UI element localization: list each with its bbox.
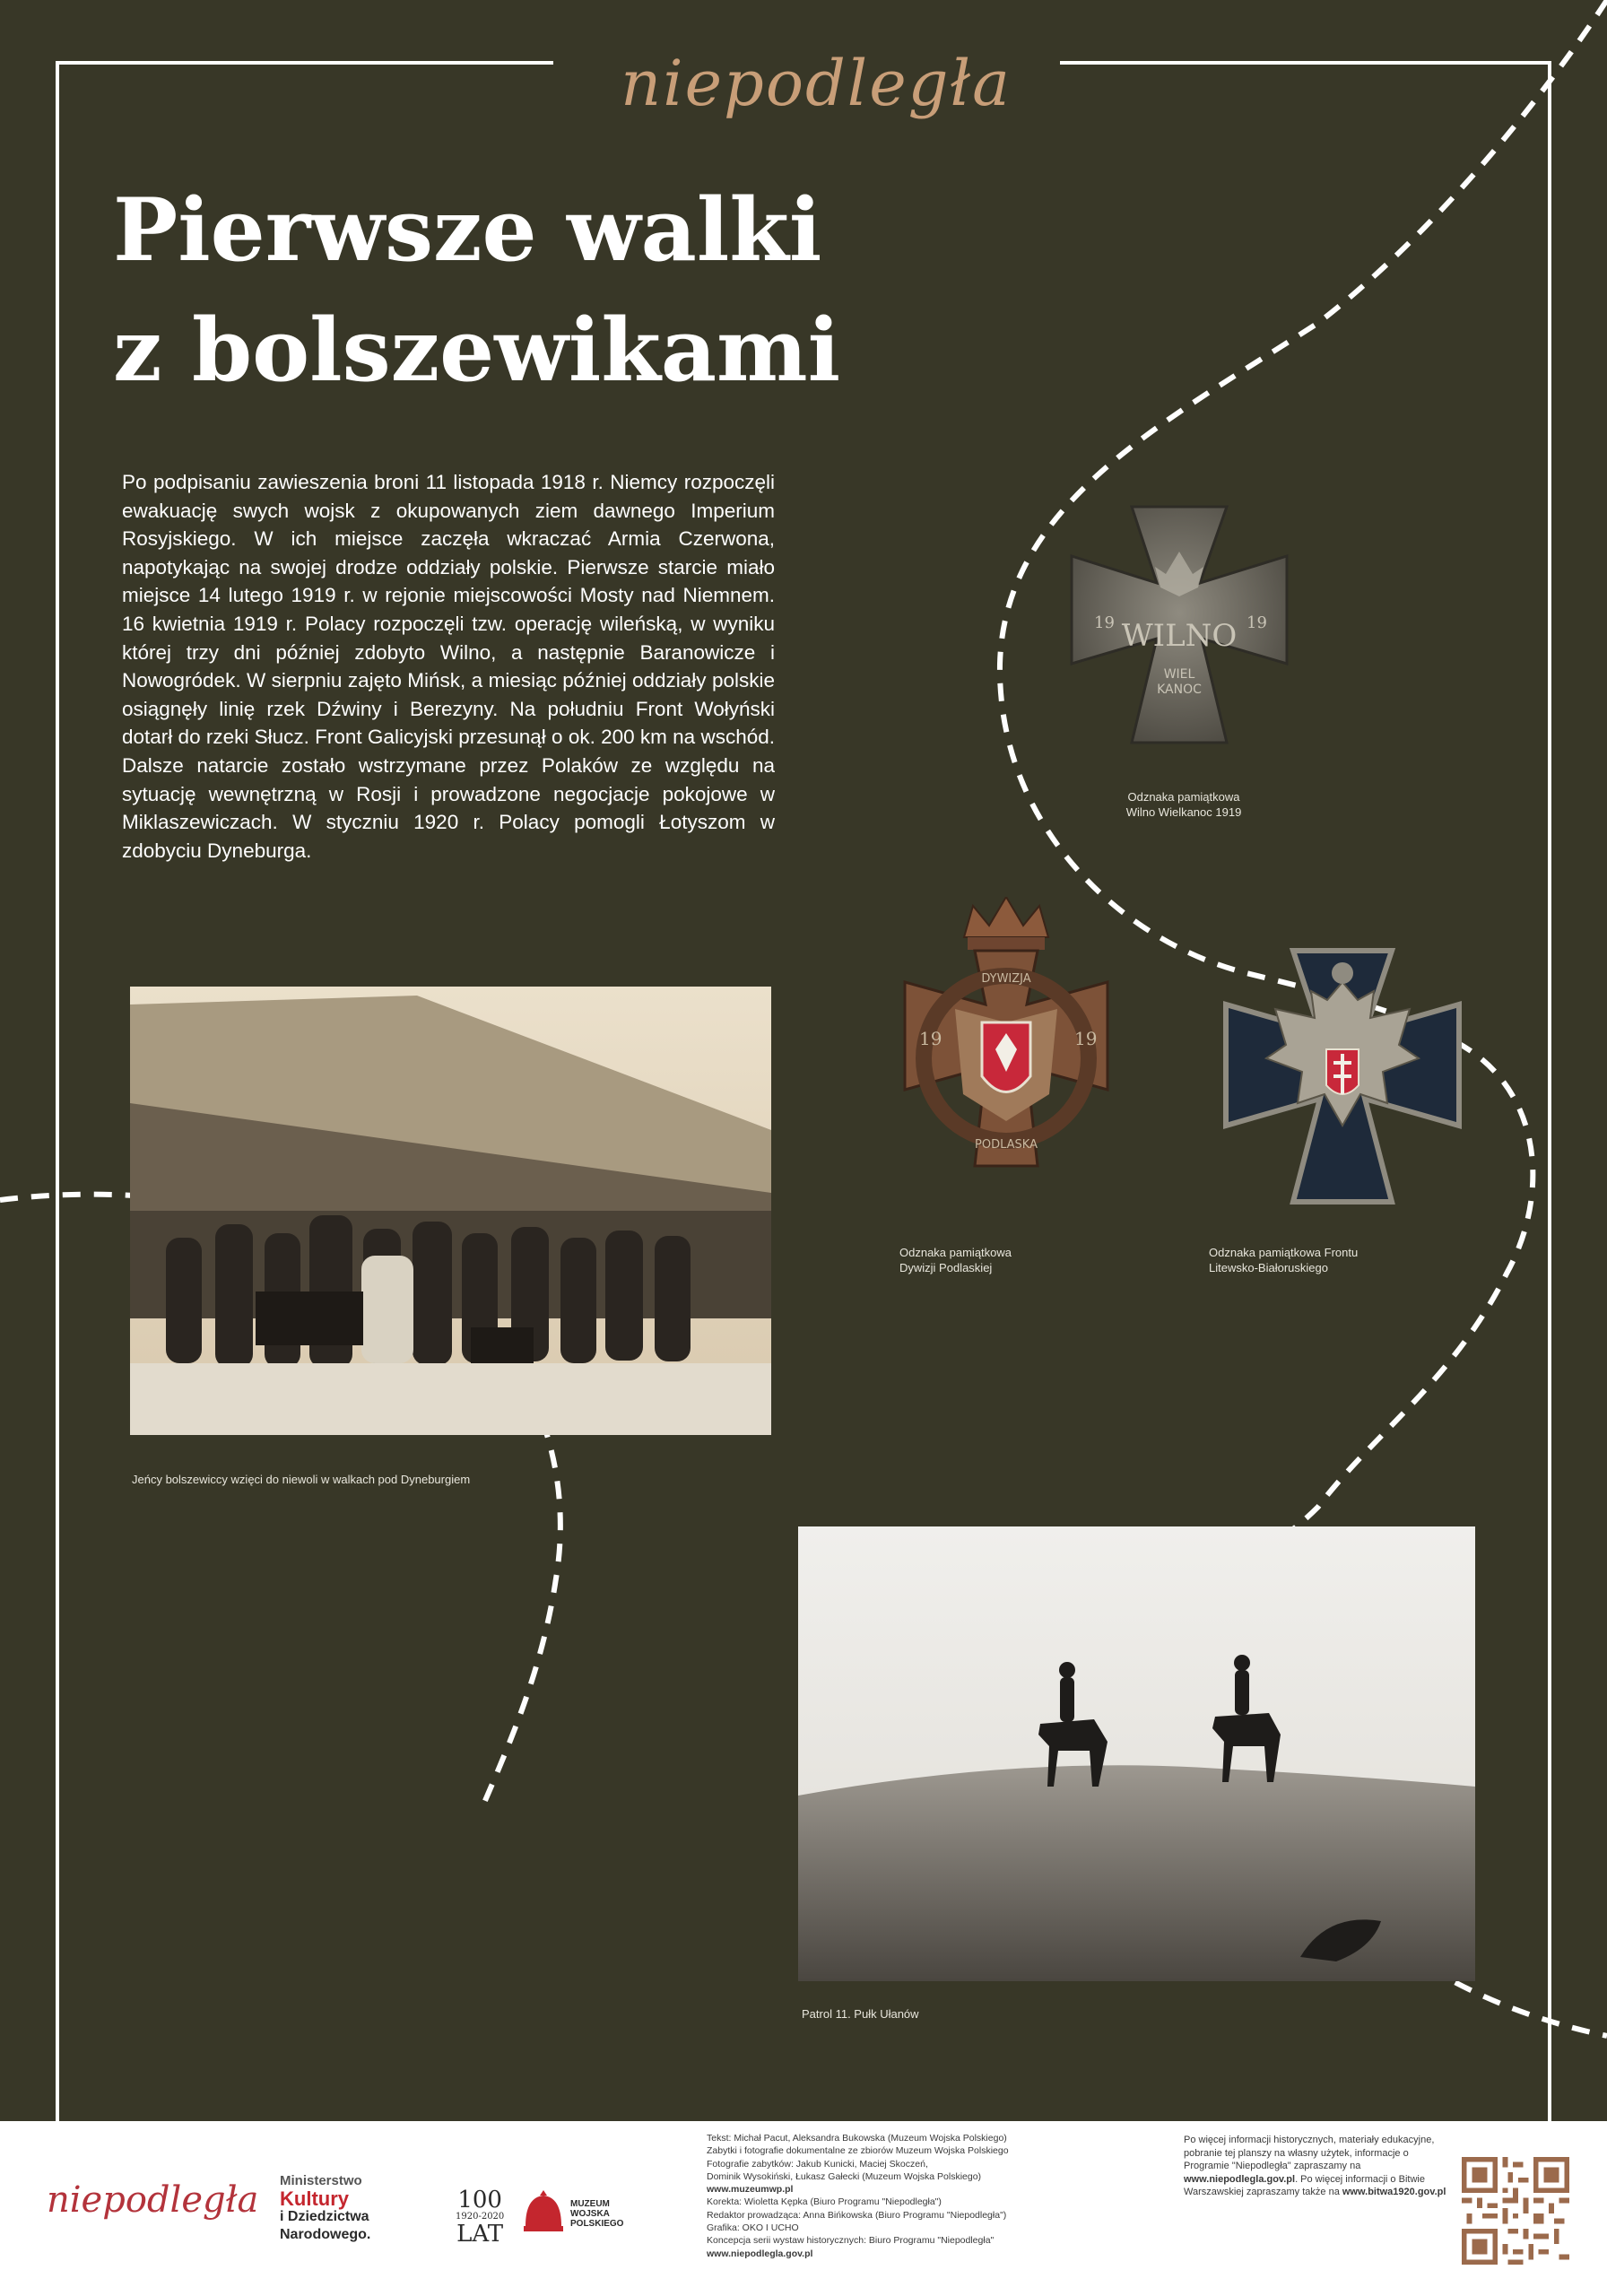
helmet-icon (520, 2188, 567, 2239)
badge-wilno-text-wielk: WIEL (1163, 667, 1195, 682)
photo-prisoners (130, 987, 771, 1435)
body-text: Po podpisaniu zawieszenia broni 11 listopada 1918 r. Niemcy rozpoczęli ewakuację swych wojsk z okupowanych ziem dawnego Imperium Rosyjskiego. W ich miejsce zaczęła wkraczać Armia Czerwona, napotykając na swojej drodze oddziały polskie. Pierwsze starcie miało miejsce 14 lutego 1919 r. w rejonie miejscowości Mosty nad Niemnem. 16 kwietnia 1919 r. Polacy rozpoczęli tzw. operację wileńską, w wyniku której trzy dni później zdobyto Wilno, a następnie Baranowicze i Nowogródek. W sierpniu zajęto Mińsk, a miesiąc później oddziały polskie osiągnęły linię rzek Dźwiny i Berezyny. Na południu Front Wołyński dotarł do rzeki Słucz. Front Galicyjski przesunął o ok. 200 km na wschód. Dalsze natarcie zostało wstrzymane przez Polaków ze względu na sytuację wewnętrzną w Rosji i prowadzone negocjacje pokojowe w Miklaszewiczach. W styczniu 1920 r. Polacy pomogli Łotyszom w zdobyciu Dyneburga. (122, 471, 775, 862)
info-link-bitwa[interactable]: www.bitwa1920.gov.pl (1342, 2187, 1446, 2197)
museum-line-1: MUZEUM (570, 2199, 610, 2209)
badge-wilno-caption-1: Odznaka pamiątkowa (1127, 790, 1240, 804)
page-title (113, 170, 920, 411)
credit-line-9: Koncepcja serii wystaw historycznych: Biuro Programu "Niepodległa" (707, 2235, 995, 2247)
badge-podlaska-text-top: DYWIZJA (981, 972, 1031, 986)
photo-patrol (798, 1526, 1475, 1981)
lat-number: 100 (457, 2187, 502, 2213)
badge-podlaska-caption (899, 1245, 1115, 1275)
badge-front-caption-2: Litewsko-Białoruskiego (1209, 1261, 1328, 1274)
badge-front-caption-1: Odznaka pamiątkowa Frontu (1209, 1246, 1359, 1259)
ministry-line-1: Ministerstwo (280, 2173, 362, 2188)
badge-wilno-caption (1076, 789, 1291, 820)
lat-years: 1920-2020 (456, 2212, 505, 2222)
info-text-2: . Po więcej informacji o Bitwie Warszawskiej zapraszamy także na (1184, 2173, 1425, 2197)
photo-patrol-caption: Patrol 11. Pułk Ułanów (802, 2007, 919, 2021)
credit-line-1: Tekst: Michał Pacut, Aleksandra Bukowska (Muzeum Wojska Polskiego) (707, 2133, 1007, 2144)
ministry-line-2: Kultury (280, 2187, 349, 2210)
info-block (1184, 2134, 1453, 2199)
badge-podlaska-text-bottom: PODLASKA (975, 1138, 1038, 1152)
badge-wilno-text-right: 19 (1247, 613, 1267, 632)
credit-line-6: Korekta: Wioletta Kępka (Biuro Programu "Niepodległa") (707, 2196, 942, 2208)
badge-podlaska-text-left: 19 (919, 1028, 942, 1049)
title-line-2: z bolszewikami (113, 300, 841, 401)
badge-podlaska-caption-2: Dywizji Podlaskiej (899, 1261, 993, 1274)
credit-line-7: Redaktor prowadząca: Anna Bińkowska (Biuro Programu "Niepodległa") (707, 2209, 1007, 2221)
credit-line-8: Grafika: OKO I UCHO (707, 2222, 799, 2234)
badge-podlaska-caption-1: Odznaka pamiątkowa (899, 1246, 1012, 1259)
badge-wilno-caption-2: Wilno Wielkanoc 1919 (1125, 805, 1242, 819)
credits-block (707, 2132, 1083, 2260)
badge-wilno-text-kanoc: KANOC (1157, 683, 1202, 697)
credit-line-4: Dominik Wysokiński, Łukasz Gałecki (Muzeum Wojska Polskiego) (707, 2170, 982, 2182)
title-line-1: Pierwsze walki (113, 179, 822, 281)
badge-wilno-text-left: 19 (1094, 613, 1115, 632)
ministry-line-3: i Dziedzictwa (280, 2209, 369, 2224)
footer-brand-logo: niepodległa (47, 2179, 259, 2221)
credit-line-3: Fotografie zabytków: Jakub Kunicki, Maciej Skoczeń, (707, 2158, 928, 2170)
ministry-logo (280, 2172, 370, 2244)
badge-podlaska-image (892, 897, 1121, 1175)
museum-line-2: WOJSKA (570, 2209, 610, 2219)
museum-line-3: POLSKIEGO (570, 2219, 624, 2229)
lat-word: LAT (456, 2221, 504, 2248)
badge-wilno-text-wilno: WILNO (1121, 618, 1238, 654)
info-link-niepodlegla[interactable]: www.niepodlegla.gov.pl (1184, 2173, 1296, 2185)
badge-podlaska-text-right: 19 (1074, 1028, 1098, 1049)
credit-link-niepodlegla[interactable]: www.niepodlegla.gov.pl (707, 2248, 813, 2259)
ministry-line-4: Narodowego. (280, 2227, 371, 2242)
credit-line-2: Zabytki i fotografie dokumentalne ze zbiorów Muzeum Wojska Polskiego (707, 2145, 1009, 2157)
badge-front-image (1221, 946, 1464, 1206)
credit-link-muzeum[interactable]: www.muzeumwp.pl (707, 2184, 794, 2196)
brand-logo-top: niepodległa (621, 47, 1012, 120)
lat-100-logo (456, 2188, 504, 2246)
qr-code-icon[interactable] (1462, 2157, 1569, 2265)
badge-wilno-image (1067, 502, 1291, 744)
museum-logo-text (570, 2199, 623, 2229)
info-text-1: Po więcej informacji historycznych, materiały edukacyjne, pobranie tej planszy na własny użytek, informacje o Programie "Niepodległa" zapraszamy na (1184, 2135, 1435, 2171)
photo-prisoners-caption: Jeńcy bolszewiccy wzięci do niewoli w walkach pod Dyneburgiem (132, 1473, 471, 1486)
badge-front-caption (1209, 1245, 1442, 1275)
